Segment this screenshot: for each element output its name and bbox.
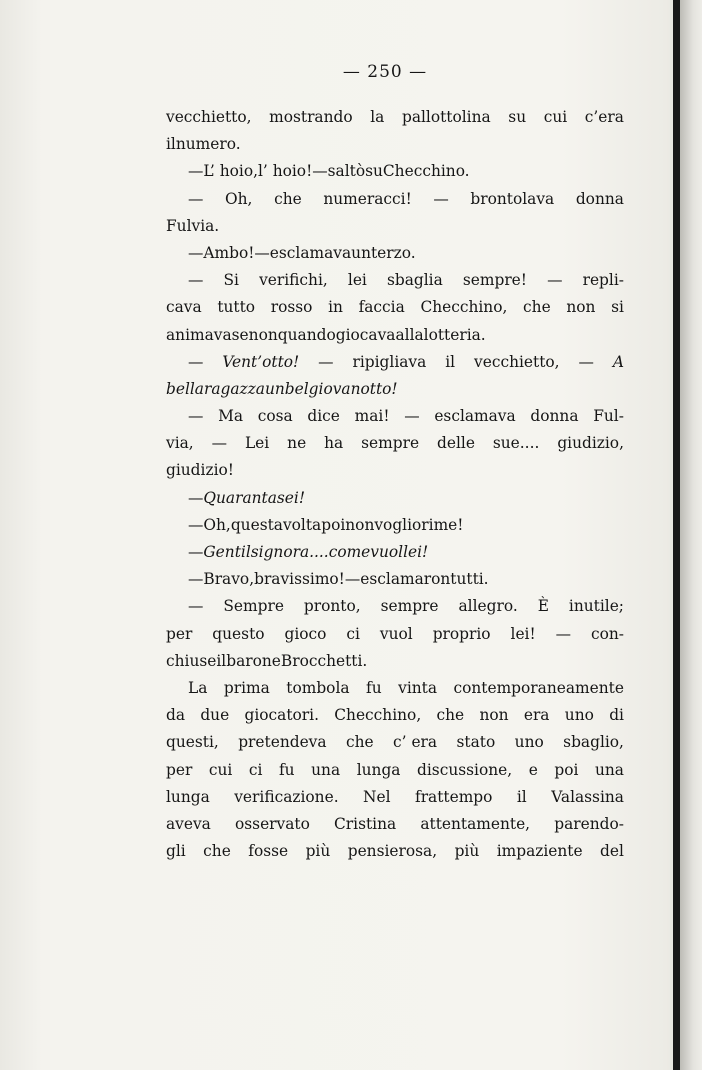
word: terzo. — [371, 243, 416, 262]
word: non — [248, 325, 278, 344]
word: — — [188, 162, 204, 181]
word: giudizio! — [166, 461, 234, 480]
word: se — [231, 325, 249, 344]
text-line — [166, 322, 624, 349]
word: uno — [564, 706, 594, 725]
text-line — [166, 512, 624, 539]
word: — — [188, 597, 204, 616]
word: verifichi, — [259, 271, 328, 290]
word: ci — [248, 760, 263, 779]
word: non — [345, 515, 375, 534]
word: si — [611, 298, 624, 317]
word: sbaglio, — [563, 733, 624, 752]
word: in — [328, 298, 343, 317]
word: — — [188, 488, 204, 507]
word: prima — [223, 678, 270, 697]
word: numeracci! — [323, 189, 412, 208]
text-line — [166, 158, 624, 185]
word: Sempre — [223, 597, 284, 616]
word: Oh, — [203, 515, 231, 534]
word: cosa — [257, 407, 293, 426]
word: attentamente, — [420, 814, 531, 833]
word: L’ ho — [203, 162, 239, 181]
text-line — [166, 675, 624, 702]
word: ha — [324, 434, 344, 453]
text-line — [166, 186, 624, 213]
word: il — [166, 135, 176, 154]
word: — — [188, 352, 204, 371]
word: che — [436, 706, 465, 725]
word: questo — [212, 624, 265, 643]
word: Bravo, — [203, 570, 255, 589]
word: esclamava — [269, 243, 352, 262]
text-line — [166, 104, 624, 131]
word: cava — [166, 298, 202, 317]
word: lotteria. — [423, 325, 486, 344]
word: da — [166, 706, 186, 725]
word: signora.... — [250, 543, 329, 561]
word: numero. — [175, 135, 241, 154]
word: sempre! — [462, 271, 527, 290]
text-line — [166, 539, 624, 566]
word: Ambo! — [203, 243, 255, 262]
word: gli — [166, 842, 186, 861]
text-line — [166, 376, 624, 403]
word: volta — [282, 515, 322, 534]
word: ci — [346, 624, 360, 643]
word: via, — [166, 434, 194, 453]
word: donna — [530, 407, 579, 426]
text-line — [166, 485, 624, 512]
word: esclamava — [434, 407, 516, 426]
word: che — [274, 189, 302, 208]
text-line — [166, 757, 624, 784]
word: barone — [226, 651, 281, 670]
word: il — [445, 352, 456, 371]
word: sempre — [361, 434, 420, 453]
word: ragazza — [203, 379, 265, 398]
word: il — [216, 651, 227, 670]
word: tutto — [217, 298, 256, 317]
word: ripigliava — [352, 352, 427, 371]
word: — — [578, 352, 594, 371]
word: — — [254, 243, 270, 262]
word: per — [166, 624, 193, 643]
word: cui — [208, 760, 233, 779]
word: mai! — [354, 407, 390, 426]
word: brontolava — [470, 189, 555, 208]
text-line — [166, 838, 624, 865]
word: due — [200, 706, 230, 725]
word: giocava — [335, 325, 396, 344]
page-gutter-shadow — [680, 0, 702, 1070]
word: che — [345, 733, 374, 752]
word: il — [516, 787, 527, 806]
word: — — [188, 243, 204, 262]
word: — — [555, 624, 572, 643]
word: questa — [230, 515, 283, 534]
word: io, — [238, 162, 258, 181]
word: Vent’otto! — [222, 352, 300, 371]
word: rosso — [270, 298, 313, 317]
word: un — [351, 243, 371, 262]
word: Quarantasei! — [203, 488, 306, 507]
word: come — [328, 543, 371, 561]
text-line — [166, 430, 624, 457]
word: su — [508, 108, 527, 126]
word: sempre — [380, 597, 439, 616]
word: animava — [166, 325, 232, 344]
word: osservato — [235, 814, 310, 833]
word: lei! — [403, 543, 429, 561]
word: lei — [347, 271, 367, 290]
word: chiuse — [166, 651, 217, 670]
text-line — [166, 621, 624, 648]
word: Gentil — [203, 543, 251, 561]
word: bravissimo! — [254, 570, 345, 589]
text-line — [166, 403, 624, 430]
word: che — [523, 298, 551, 317]
word: poi — [554, 760, 579, 779]
word: donna — [575, 189, 624, 208]
word: c’ era — [393, 733, 438, 752]
word: una — [311, 760, 341, 779]
word: bella — [166, 379, 204, 398]
word: Fulvia. — [166, 216, 220, 235]
word: discussione, — [417, 760, 513, 779]
word: Checchino. — [382, 162, 470, 181]
text-line — [166, 294, 624, 321]
body-text — [166, 104, 624, 865]
word: Ma — [218, 407, 244, 426]
word: uno — [514, 733, 544, 752]
text-line — [166, 131, 624, 158]
word: quando — [277, 325, 336, 344]
word: aveva — [166, 814, 211, 833]
word: di — [609, 706, 624, 725]
word: giudizio, — [557, 434, 624, 453]
page-number: — 250 — — [342, 62, 428, 82]
word: una — [594, 760, 624, 779]
word: vuol — [370, 543, 404, 561]
word: verificazione. — [234, 787, 339, 806]
text-line — [166, 213, 624, 240]
word: alla — [395, 325, 424, 344]
word: — — [188, 271, 204, 290]
word: fu — [278, 760, 295, 779]
word: — — [211, 434, 228, 453]
word: Cristina — [334, 814, 397, 833]
word: giocatori. — [244, 706, 319, 725]
word: tutti. — [450, 570, 489, 589]
word: Brocchetti. — [280, 651, 368, 670]
word: Oh, — [225, 189, 253, 208]
word: — — [318, 352, 334, 371]
word: La — [188, 678, 208, 697]
word: lei! — [510, 624, 536, 643]
word: e — [528, 760, 538, 779]
word: giovanotto! — [308, 379, 398, 398]
word: dice — [307, 407, 340, 426]
word: impaziente — [496, 842, 583, 861]
word: Checchino, — [420, 298, 508, 317]
word: per — [166, 760, 193, 779]
text-line — [166, 240, 624, 267]
text-line — [166, 267, 624, 294]
word: — — [547, 271, 563, 290]
text-line — [166, 648, 624, 675]
word: lunga — [166, 787, 210, 806]
text-line — [166, 729, 624, 756]
word: Si — [223, 271, 239, 290]
word: l’ ho — [257, 162, 292, 181]
word: più — [454, 842, 480, 861]
word: con- — [591, 624, 624, 643]
word: — — [188, 189, 204, 208]
text-line — [166, 566, 624, 593]
word: — — [433, 189, 449, 208]
word: stato — [456, 733, 496, 752]
word: vuol — [379, 624, 413, 643]
word: — — [404, 407, 420, 426]
word: più — [305, 842, 331, 861]
word: repli- — [582, 271, 624, 290]
word: non — [566, 298, 596, 317]
word: un — [264, 379, 285, 398]
text-line — [166, 349, 624, 376]
word: cui — [543, 108, 568, 126]
word: contemporaneamente — [453, 678, 624, 697]
word: È — [537, 597, 549, 616]
text-line — [166, 702, 624, 729]
word: — — [312, 162, 328, 181]
word: allegro. — [458, 597, 518, 616]
word: tombola — [286, 678, 350, 697]
word: era — [523, 706, 550, 725]
word: frattempo — [415, 787, 493, 806]
word: — — [344, 570, 361, 589]
word: su — [365, 162, 383, 181]
word: Nel — [363, 787, 391, 806]
word: Lei — [244, 434, 270, 453]
word: vinta — [398, 678, 438, 697]
word: vecchietto, — [474, 352, 560, 371]
word: proprio — [432, 624, 491, 643]
word: Valassina — [551, 787, 624, 806]
word: pretendeva — [238, 733, 327, 752]
word: del — [600, 842, 624, 861]
word: Checchino, — [334, 706, 422, 725]
word: — — [188, 543, 204, 561]
word: pensierosa, — [347, 842, 438, 861]
word: esclamaron — [360, 570, 451, 589]
word: — — [188, 515, 204, 534]
word: pronto, — [303, 597, 361, 616]
word: non — [479, 706, 509, 725]
word: sbaglia — [386, 271, 443, 290]
text-line — [166, 457, 624, 484]
word: fosse — [248, 842, 289, 861]
word: io! — [291, 162, 313, 181]
word: ne — [287, 434, 307, 453]
word: A — [612, 352, 624, 371]
text-line — [166, 811, 624, 838]
word: faccia — [358, 298, 405, 317]
word: la — [370, 108, 385, 126]
word: delle — [437, 434, 475, 453]
word: bel — [284, 379, 309, 398]
word: — — [188, 570, 204, 589]
word: inutile; — [568, 597, 624, 616]
word: saltò — [327, 162, 366, 181]
binding-edge — [673, 0, 680, 1070]
word: fu — [366, 678, 382, 697]
word: lunga — [356, 760, 401, 779]
word: vecchietto, — [166, 108, 252, 126]
word: — — [188, 407, 204, 426]
word: voglio — [374, 515, 422, 534]
word: sue.... — [492, 434, 540, 453]
word: Ful- — [593, 407, 624, 426]
word: che — [203, 842, 231, 861]
word: rime! — [421, 515, 464, 534]
word: questi, — [166, 733, 219, 752]
text-line — [166, 784, 624, 811]
word: c’era — [584, 108, 624, 126]
word: pallottolina — [401, 108, 491, 126]
text-line — [166, 593, 624, 620]
word: parendo- — [554, 814, 624, 833]
word: mostrando — [269, 108, 353, 126]
word: gioco — [284, 624, 327, 643]
word: poi — [321, 515, 346, 534]
